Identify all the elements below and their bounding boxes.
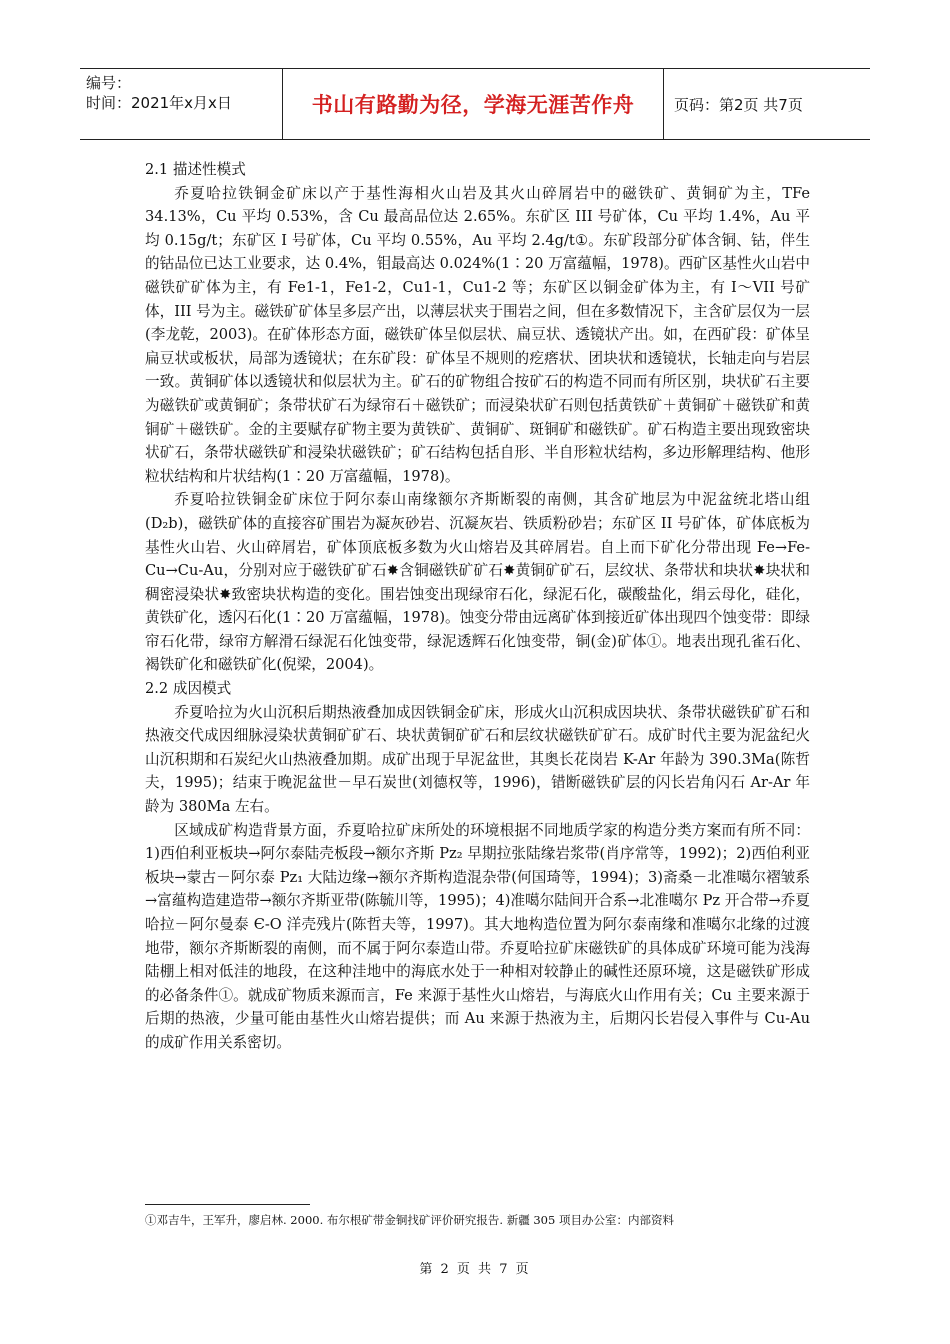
paragraph: 乔夏哈拉铁铜金矿床位于阿尔泰山南缘额尔齐斯断裂的南侧，其含矿地层为中泥盆统北塔山组(D₂b)，磁铁矿体的直接容矿围岩为凝灰砂岩、沉凝灰岩、铁质粉砂岩；东矿区 II 号矿体，矿体底板为基性火山岩、火山碎屑岩，矿体顶底板多数为火山熔岩及其碎屑岩。自上而下矿化分带出现 Fe→Fe-Cu→Cu-Au，分别对应于磁铁矿矿石✸含铜磁铁矿矿石✸黄铜矿矿石，层纹状、条带状和块状✸块状和稠密浸染状✸致密块状构造的变化。围岩蚀变出现绿帘石化，绿泥石化，碳酸盐化，绢云母化，硅化，黄铁矿化，透闪石化(1∶20 万富蕴幅，1978)。蚀变分带由远离矿体到接近矿体出现四个蚀变带：即绿帘石化带，绿帘方解滑石绿泥石化蚀变带，绿泥透辉石化蚀变带，铜(金)矿体①。地表出现孔雀石化、褐铁矿化和磁铁矿化(倪梁，2004)。 — [145, 491, 810, 674]
document-body — [145, 158, 810, 1055]
paragraph: 区域成矿构造背景方面，乔夏哈拉矿床所处的环境根据不同地质学家的构造分类方案而有所不同：1)西伯利亚板块→阿尔泰陆壳板段→额尔齐斯 Pz₂ 早期拉张陆缘岩浆带(肖序常等，1992)；2)西伯利亚板块→蒙古－阿尔泰 Pz₁ 大陆边缘→额尔齐斯构造混杂带(何国琦等，1994)；3)斋桑－北准噶尔褶皱系→富蕴构造建造带→额尔齐斯亚带(陈毓川等，1995)；4)准噶尔陆间开合系→北准噶尔 Pz 开合带→乔夏哈拉－阿尔曼泰 Є-O 洋壳残片(陈哲夫等，1997)。其大地构造位置为阿尔泰南缘和准噶尔北缘的过渡地带，额尔齐斯断裂的南侧，而不属于阿尔泰造山带。乔夏哈拉矿床磁铁矿的具体成矿环境可能为浅海陆棚上相对低洼的地段，在这种洼地中的海底水处于一种相对较静止的碱性还原环境，这是磁铁矿形成的必备条件①。就成矿物质来源而言，Fe 来源于基性火山熔岩，与海底火山作用有关；Cu 主要来源于后期的热液，少量可能由基性火山熔岩提供；而 Au 来源于热液为主，后期闪长岩侵入事件与 Cu-Au 的成矿作用关系密切。 — [145, 821, 810, 1051]
header-motto-cell — [282, 69, 664, 139]
section-heading: 2.1 描述性模式 — [145, 161, 246, 178]
footnote: ①邓吉牛，王军升，廖启林. 2000. 布尔根矿带金铜找矿评价研究报告. 新疆 305 项目办公室：内部资料 — [145, 1213, 674, 1227]
section-heading: 2.2 成因模式 — [145, 680, 232, 698]
paragraph: 乔夏哈拉铁铜金矿床以产于基性海相火山岩及其火山碎屑岩中的磁铁矿、黄铜矿为主，TFe 34.13%，Cu 平均 0.53%，含 Cu 最高品位达 2.65%。东矿区 III 号矿体，Cu 平均 1.4%，Au 平均 0.15g/t；东矿区 I 号矿体，Cu 平均 0.55%，Au 平均 2.4g/t①。东矿段部分矿体含铜、钴，伴生的钴品位已达工业要求，达 0.4%，钼最高达 0.024%(1∶20 万富蕴幅，1978)。西矿区基性火山岩中磁铁矿矿体为主，有 Fe1-1，Fe1-2，Cu1-1，Cu1-2 等；东矿区以铜金矿体为主，有 I～VII 号矿体，III 号为主。磁铁矿矿体呈多层产出，以薄层状夹于围岩之间，但在多数情况下，主含矿层仅为一层(李龙乾，2003)。在矿体形态方面，磁铁矿体呈似层状、扁豆状、透镜状产出。如，在西矿段：矿体呈扁豆状或板状，局部为透镜状；在东矿段：矿体呈不规则的疙瘩状、团块状和透镜状，长轴走向与岩层一致。黄铜矿体以透镜状和似层状为主。矿石的矿物组合按矿石的构造不同而有所区别，块状矿石主要为磁铁矿或黄铜矿；条带状矿石为绿帘石＋磁铁矿；而浸染状矿石则包括黄铁矿＋黄铜矿＋磁铁矿和黄铜矿＋磁铁矿。金的主要赋存矿物主要为黄铁矿、黄铜矿、斑铜矿和磁铁矿。矿石构造主要出现致密块状矿石，条带状磁铁矿和浸染状磁铁矿；矿石结构包括自形、半自形粒状结构，多边形解理结构、他形粒状结构和片状结构(1∶20 万富蕴幅，1978)。 — [145, 184, 810, 485]
paragraph: 乔夏哈拉为火山沉积后期热液叠加成因铁铜金矿床，形成火山沉积成因块状、条带状磁铁矿矿石和热液交代成因细脉浸染状黄铜矿矿石、块状黄铜矿矿石和层纹状磁铁矿矿石。成矿时代主要为泥盆纪火山沉积期和石炭纪火山热液叠加期。成矿出现于早泥盆世，其奥长花岗岩 K-Ar 年龄为 390.3Ma(陈哲夫，1995)；结束于晚泥盆世－早石炭世(刘德权等，1996)，错断磁铁矿层的闪长岩角闪石 Ar-Ar 年龄为 380Ma 左右。 — [145, 703, 810, 816]
header-meta — [80, 69, 280, 143]
header-motto: 书山有路勤为径，学海无涯苦作舟 — [311, 93, 635, 117]
document-date: 时间：2021年x月x日 — [86, 94, 232, 112]
footnote-divider — [145, 1204, 310, 1205]
header-page-number: 页码：第2页 共7页 — [674, 95, 803, 114]
page-header — [80, 68, 870, 140]
page-footer: 第 2 页 共 7 页 — [419, 1262, 531, 1277]
document-code: 编号： — [86, 74, 132, 92]
